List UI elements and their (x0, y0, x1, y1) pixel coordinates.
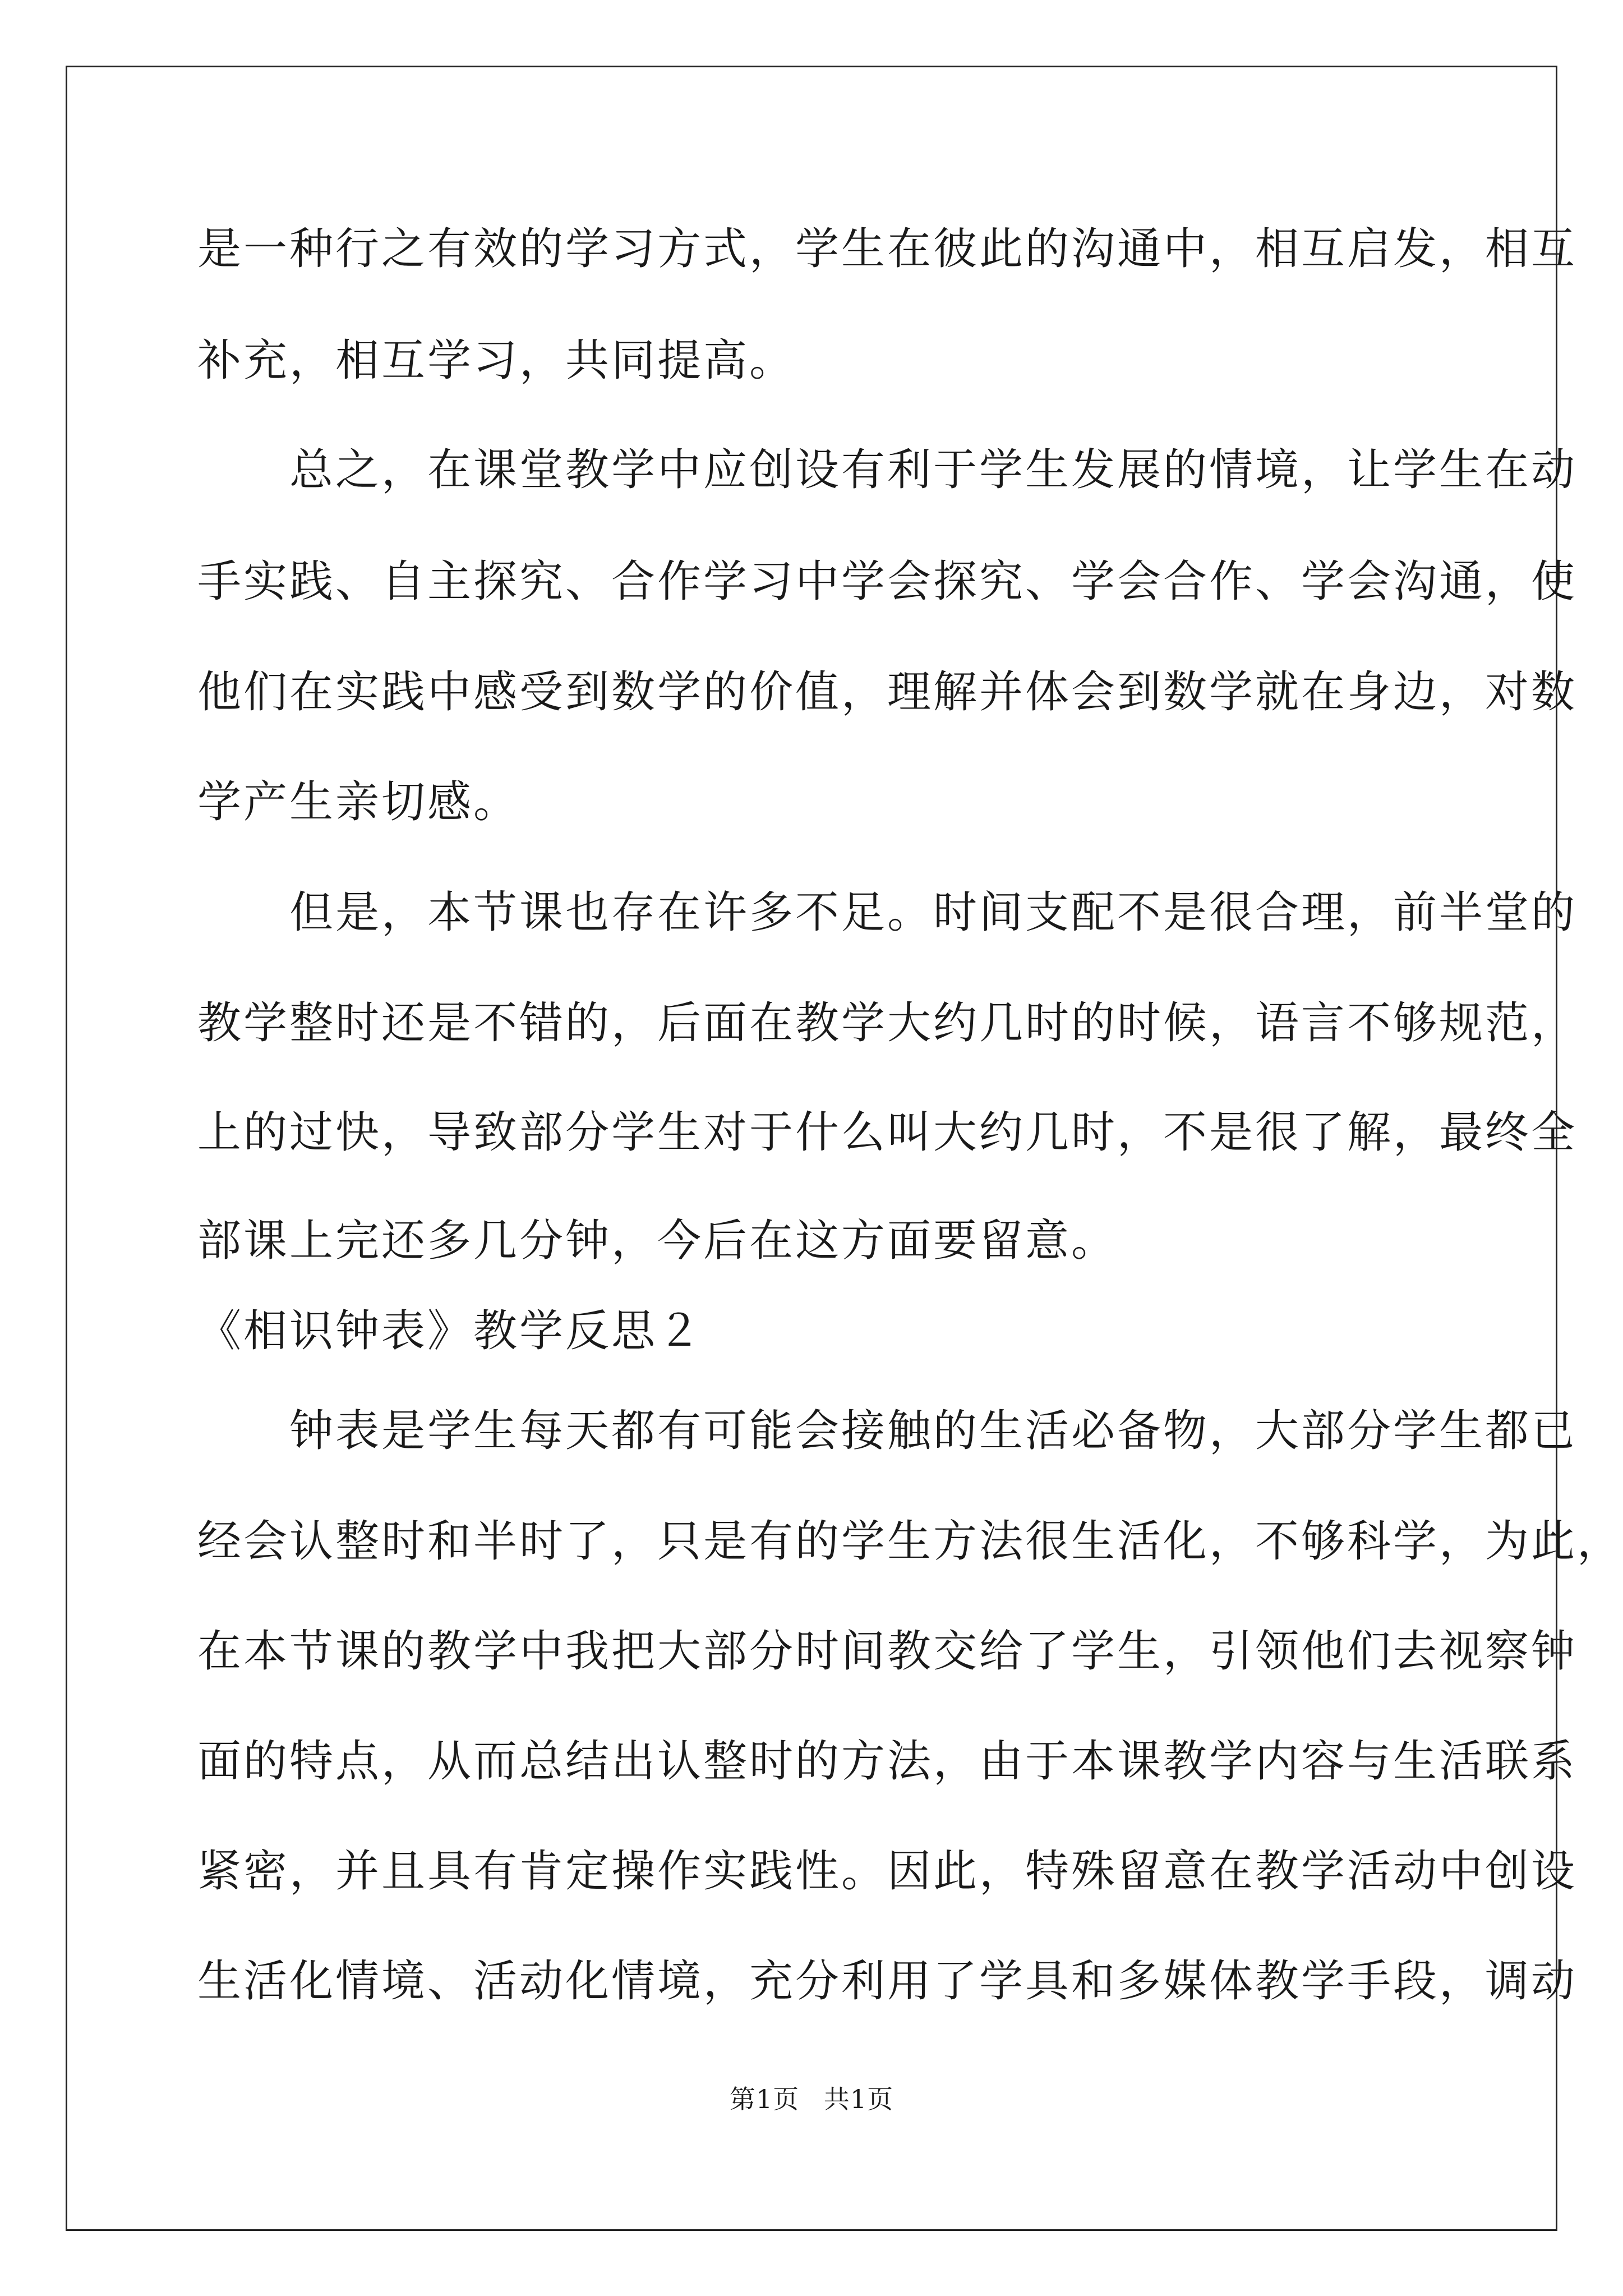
body-line-17: 生活化情境、活动化情境，充分利用了学具和多媒体教学手段，调动 (197, 1956, 1578, 2007)
body-line-9: 上的过快，导致部分学生对于什么叫大约几时，不是很了解，最终全 (197, 1107, 1578, 1158)
body-line-7: 但是，本节课也存在许多不足。时间支配不是很合理，前半堂的 (197, 887, 1578, 938)
page-number: 第1页 (729, 2084, 800, 2114)
page-footer (0, 2082, 1623, 2116)
body-line-6: 学产生亲切感。 (197, 777, 520, 827)
body-line-2: 补充，相互学习，共同提高。 (197, 335, 796, 386)
body-line-10: 部课上完还多几分钟，今后在这方面要留意。 (197, 1216, 1118, 1266)
body-line-8: 教学整时还是不错的，后面在教学大约几时的时候，语言不够规范， (197, 998, 1578, 1048)
body-line-3: 总之，在课堂教学中应创设有利于学生发展的情境，让学生在动 (197, 445, 1578, 495)
body-line-15: 面的特点，从而总结出认整时的方法，由于本课教学内容与生活联系 (197, 1736, 1578, 1787)
page-total: 共1页 (823, 2084, 894, 2114)
body-line-14: 在本节课的教学中我把大部分时间教交给了学生，引领他们去视察钟 (197, 1626, 1578, 1677)
body-line-13: 经会认整时和半时了，只是有的学生方法很生活化，不够科学，为此， (197, 1516, 1623, 1567)
body-line-1: 是一种行之有效的学习方式，学生在彼此的沟通中，相互启发，相互 (197, 224, 1578, 274)
body-line-4: 手实践、自主探究、合作学习中学会探究、学会合作、学会沟通，使 (197, 556, 1578, 607)
body-line-5: 他们在实践中感受到数学的价值，理解并体会到数学就在身边，对数 (197, 667, 1578, 717)
body-line-16: 紧密，并且具有肯定操作实践性。因此，特殊留意在教学活动中创设 (197, 1846, 1578, 1897)
section-heading: 《相识钟表》教学反思２ (197, 1306, 704, 1356)
body-line-12: 钟表是学生每天都有可能会接触的生活必备物，大部分学生都已 (197, 1406, 1578, 1456)
